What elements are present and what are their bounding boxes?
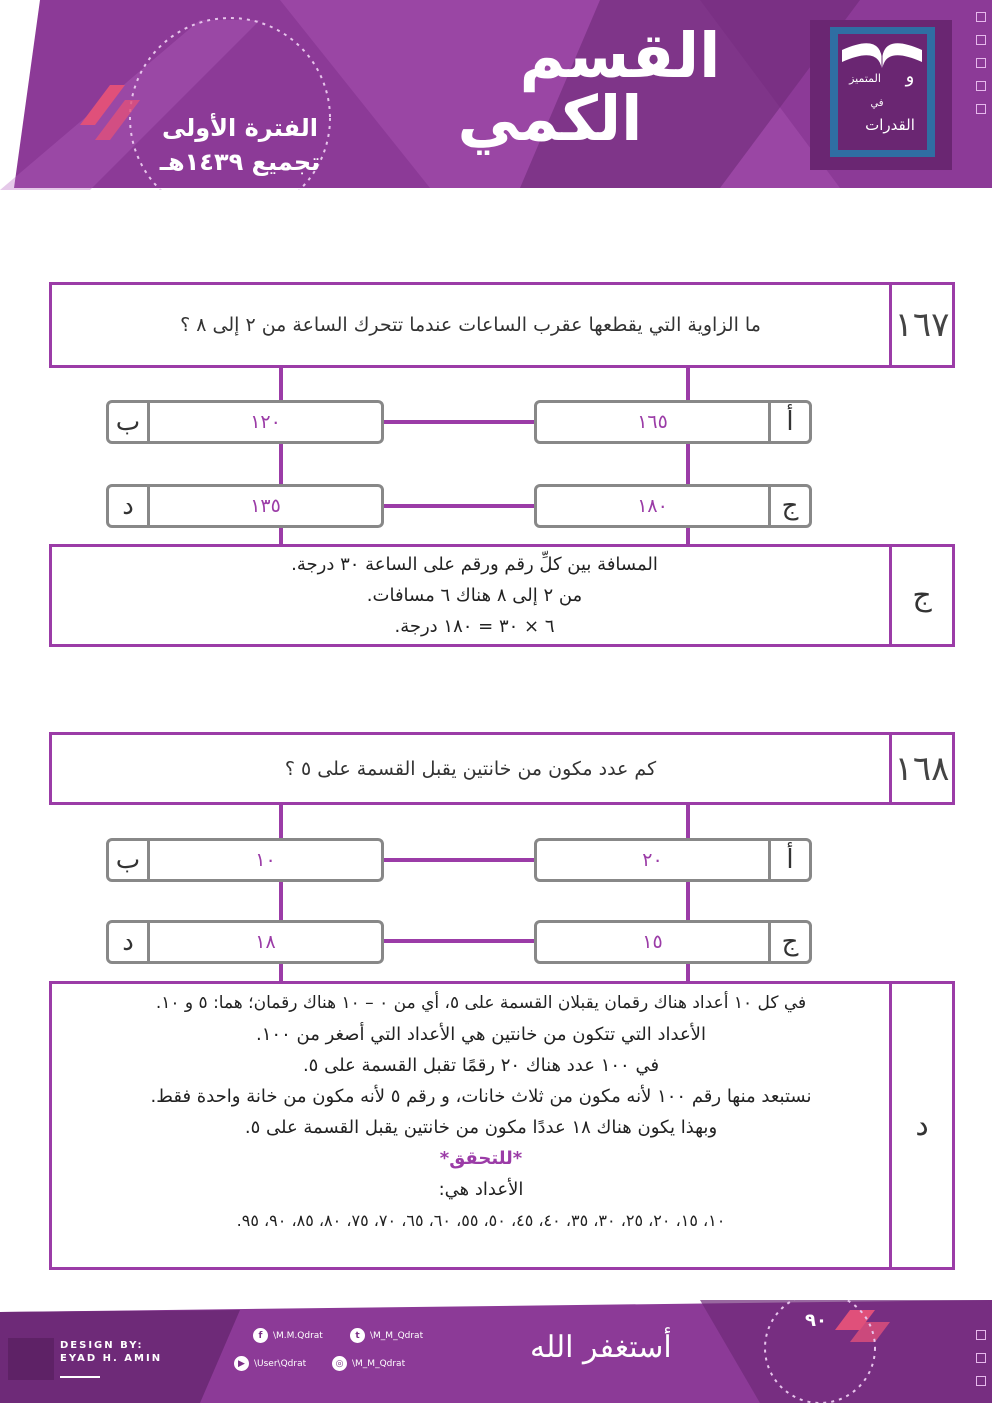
connector-line [686,368,690,404]
logo-text-1: المتميز [849,72,881,85]
logo-text-3: القدرات [865,116,915,134]
question-167-box [49,282,955,368]
connector-line [279,444,283,486]
section-title-line2: الكمي [457,82,643,155]
book-logo-icon [820,22,945,162]
option-c[interactable] [534,484,812,528]
option-letter: د [109,923,150,961]
page-header [0,0,992,190]
social-handle: \M.M.Qdrat [273,1330,323,1341]
social-handle: \M_M_Qdrat [352,1358,406,1369]
facebook-icon: f [253,1328,268,1343]
question-number: ١٦٧ [889,285,952,365]
option-letter: أ [768,841,809,879]
connector-line [382,420,536,424]
option-letter: ج [768,923,809,961]
logo-letter: و [905,66,915,87]
option-letter: ج [768,487,809,525]
option-a[interactable] [534,400,812,444]
answer-167-box [49,544,955,647]
option-a[interactable] [534,838,812,882]
social-handle: \M_M_Qdrat [370,1330,424,1341]
connector-line [686,444,690,486]
connector-line [382,504,536,508]
social-handle: \User\Qdrat [254,1358,307,1369]
decor-squares [976,12,986,127]
connector-line [382,858,536,862]
period-label: الفترة الأولى [161,114,319,142]
explanation-line: وبهذا يكون هناك ١٨ عددًا مكون من خانتين يقبل القسمة على ٥. [244,1117,718,1138]
instagram-icon: ◎ [332,1356,347,1371]
option-value: ٢٠ [642,849,663,871]
option-value: ١٢٠ [250,411,281,433]
option-b[interactable] [106,400,384,444]
compilation-label: تجميع ١٤٣٩هـ [159,148,321,176]
explanation-line: الأعداد التي تتكون من خانتين هي الأعداد التي أصغر من ١٠٠. [256,1024,706,1045]
connector-line [279,368,283,404]
numbers-list: ١٠، ١٥، ٢٠، ٢٥، ٣٠، ٣٥، ٤٠، ٤٥، ٥٠، ٥٥، ٦٠، ٦٥، ٧٠، ٧٥، ٨٠، ٨٥، ٩٠، ٩٥. [236,1211,726,1230]
answer-explanation [82,988,880,1236]
explanation-line: من ٢ إلى ٨ هناك ٦ مسافات. [366,585,583,606]
connector-line [686,881,690,921]
option-letter: أ [768,403,809,441]
option-b[interactable] [106,838,384,882]
youtube-link[interactable] [234,1356,306,1371]
logo-text-2: في [870,98,884,109]
design-by-label: DESIGN BY: [60,1340,144,1351]
connector-line [382,939,536,943]
verify-label: *للتحقق* [439,1148,523,1169]
option-letter: د [109,487,150,525]
designer-name: EYAD H. AMIN [60,1353,163,1364]
option-value: ١٠ [255,849,276,871]
question-text: كم عدد مكون من خانتين يقبل القسمة على ٥ ؟ [284,757,657,780]
explanation-line: في كل ١٠ أعداد هناك رقمان يقبلان القسمة على ٥، أي من ٠ – ١٠ هناك رقمان؛ هما: ٥ و ١٠. [155,993,807,1013]
twitter-icon: t [350,1328,365,1343]
connector-line [686,805,690,841]
option-value: ١٨ [255,931,276,953]
option-d[interactable] [106,920,384,964]
footer-background [0,1300,992,1403]
option-value: ١٥ [642,931,663,953]
option-d[interactable] [106,484,384,528]
calligraphy-text: أستغفر الله [530,1330,672,1365]
instagram-link[interactable] [332,1356,405,1371]
option-c[interactable] [534,920,812,964]
question-text: ما الزاوية التي يقطعها عقرب الساعات عندما تتحرك الساعة من ٢ إلى ٨ ؟ [180,314,761,336]
explanation-line: نستبعد منها رقم ١٠٠ لأنه مكون من ثلاث خانات، و رقم ٥ لأنه مكون من خانة واحدة فقط. [150,1086,812,1107]
youtube-icon: ▶ [234,1356,249,1371]
facebook-link[interactable] [253,1328,323,1343]
answer-letter: ج [889,547,952,644]
option-value: ١٦٥ [637,411,668,433]
question-168-box [49,732,955,805]
option-value: ١٨٠ [637,495,668,517]
decor-squares [976,1330,986,1399]
twitter-link[interactable] [350,1328,423,1343]
connector-line [279,881,283,921]
page-number: ٩٠ [805,1310,827,1331]
explanation-line: في ١٠٠ عدد هناك ٢٠ رقمًا تقبل القسمة على ٥. [302,1055,660,1076]
explanation-line: المسافة بين كلِّ رقم ورقم على الساعة ٣٠ درجة. [291,554,658,575]
explanation-line: ٦ × ٣٠ = ١٨٠ درجة. [394,616,555,637]
option-letter: ب [109,841,150,879]
answer-letter: د [889,984,952,1267]
question-number: ١٦٨ [889,735,952,802]
option-letter: ب [109,403,150,441]
answer-168-box [49,981,955,1270]
page-footer [0,1300,992,1403]
answer-explanation [72,549,877,642]
numbers-label: الأعداد هي: [438,1179,524,1200]
option-value: ١٣٥ [250,495,281,517]
connector-line [279,805,283,841]
section-title-line1: القسم [519,19,721,92]
